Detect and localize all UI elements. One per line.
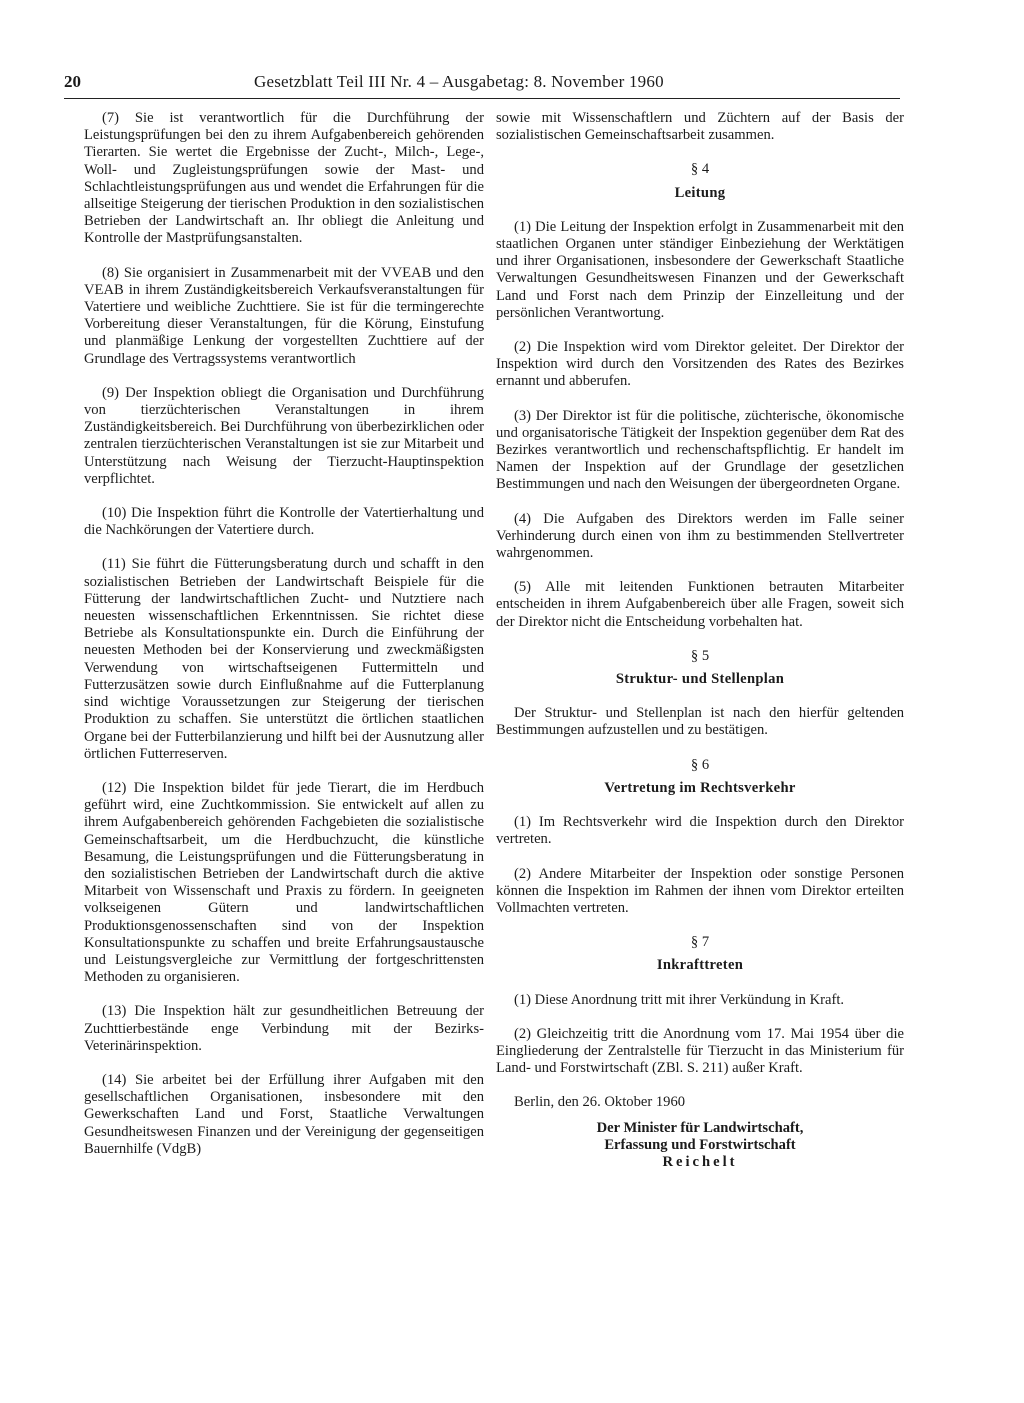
section-6-title: Vertretung im Rechtsverkehr — [604, 779, 796, 796]
section-7-number: § 7 — [690, 934, 710, 951]
section-6-paragraph-1: (1) Im Rechtsverkehr wird die Inspektion durch den Direktor vertreten. — [496, 814, 904, 848]
left-column — [84, 110, 484, 1175]
section-5-paragraph-1: Der Struktur- und Stellenplan ist nach den hierfür geltenden Bestimmungen aufzustellen und zu bestätigen. — [496, 705, 904, 739]
section-4-paragraph-3: (3) Der Direktor ist für die politische, züchterische, ökonomische und organisatorische Tätigkeit der Inspektion gegenüber dem Rat des Bezirkes verantwortlich und rechenschaftspflichtig. Er handelt im Namen der Inspektion auf der Grundlage der gesetzlichen Bestimmungen und nach den Weisungen der übergeordneten Organe. — [496, 407, 904, 493]
date-line: Berlin, den 26. Oktober 1960 — [514, 1094, 686, 1111]
section-4-paragraph-4: (4) Die Aufgaben des Direktors werden im Falle seiner Verhinderung durch einen von ihm zu bestimmenden Stellvertreter wahrgenommen. — [496, 510, 904, 562]
section-7-paragraph-1: (1) Diese Anordnung tritt mit ihrer Verkündung in Kraft. — [514, 991, 845, 1008]
section-7-paragraph-2: (2) Gleichzeitig tritt die Anordnung vom 17. Mai 1954 über die Eingliederung der Zentralstelle für Tierzucht in das Ministerium für Land- und Forstwirtschaft (ZBl. S. 211) außer Kraft. — [496, 1025, 904, 1077]
paragraph-11: (11) Sie führt die Fütterungsberatung durch und schafft in den sozialistischen Betrieben der Landwirtschaft Beispiele für die Fütterung der landwirtschaftlichen Zucht- und Nutztiere nach neuesten wissenschaftlichen Erkenntnissen. Sie richtet diese Betriebe als Konsultationspunkte ein. Durch die Einführung der neuesten Methoden bei der Konservierung und zweckmäßigsten Verwendung von wirtschaftseigenen Futtermitteln und Futterzusätzen sowie durch Einflußnahme auf die Futterplanung sind wichtige Voraussetzungen zur Steigerung der tierischen Produktion zu schaffen. Sie unterstützt die örtlichen staatlichen Organe bei der Futterbilanzierung und hilft bei der Ausnutzung aller örtlichen Futterreserven. — [84, 556, 484, 762]
section-5-title: Struktur- und Stellenplan — [615, 671, 785, 688]
section-4-number: § 4 — [690, 161, 710, 178]
right-column — [496, 110, 904, 1171]
paragraph-continuation: sowie mit Wissenschaftlern und Züchtern auf der Basis der sozialistischen Gemeinschaftsarbeit zusammen. — [496, 110, 904, 144]
paragraph-9: (9) Der Inspektion obliegt die Organisation und Durchführung von tierzüchterischen Veranstaltungen in ihrem Zuständigkeitsbereich. Bei Durchführung von überbezirklichen oder zentralen tierzüchterischen Veranstaltungen ist sie zur Mitarbeit und Unterstützung nach Weisung der Tierzucht-Hauptinspektion verpflichtet. — [84, 384, 484, 487]
section-6-number: § 6 — [690, 756, 710, 773]
section-6-paragraph-2: (2) Andere Mitarbeiter der Inspektion oder sonstige Personen können die Inspektion im Rahmen der ihnen vom Direktor erteilten Vollmachten vertreten. — [496, 865, 904, 916]
paragraph-12: (12) Die Inspektion bildet für jede Tierart, die im Herdbuch geführt wird, eine Zuchtkommission. Sie entwickelt auf allen zu ihrem Aufgabenbereich gehörenden Fachgebieten die sozialistische Gemeinschaftsarbeit, um die Herdbuchzucht, die künstliche Besamung, die Leistungsprüfungen und die Fütterungsberatung in den sozialistischen Betrieben der Landwirtschaft durch die aktive Mitarbeit von Wissenschaft und Praxis zu fördern. In geeigneten volkseigenen Gütern und landwirtschaftlichen Produktionsgenossenschaften sind von der Inspektion Konsultationspunkte zu schaffen und breite Erfahrungsaustausche und Leistungsvergleiche zur Vermittlung der fortgeschrittensten Methoden zu organisieren. — [84, 779, 484, 986]
paragraph-8: (8) Sie organisiert in Zusammenarbeit mit der VVEAB und den VEAB in ihrem Zuständigkeitsbereich Verkaufsveranstaltungen für Vatertiere und weibliche Zuchttiere. Sie ist für die termingerechte Vorbereitung dieser Veranstaltungen, für die Körung, Einstufung und planmäßige Lenkung der vorgestellten Zuchttiere auf der Grundlage des Vertragssystems verantwortlich — [84, 264, 484, 367]
paragraph-7: (7) Sie ist verantwortlich für die Durchführung der Leistungsprüfungen bei den zu ihrem Aufgabenbereich gehörenden Tierarten. Sie wertet die Ergebnisse der Zucht-, Milch-, Lege-, Woll- und Zugleistungsprüfungen sowie der Mast- und Schlachtleistungsprüfungen aus und wendet die Erfahrungen für die allseitige Steigerung der tierischen Produktion in den sozialistischen Betrieben der Landwirtschaft an. Ihr obliegt die Anleitung und Kontrolle der Mastprüfungsanstalten. — [84, 110, 484, 247]
paragraph-14: (14) Sie arbeitet bei der Erfüllung ihrer Aufgaben mit den gesellschaftlichen Organisationen, insbesondere mit den Gewerkschaften Land und Forst, Staatliche Verwaltungen Gesundheitswesen Finanzen und der Vereinigung der gegenseitigen Bauernhilfe (VdgB) — [84, 1071, 484, 1157]
header-rule — [64, 98, 900, 99]
section-7-title: Inkrafttreten — [656, 957, 744, 974]
paragraph-10: (10) Die Inspektion führt die Kontrolle der Vatertierhaltung und die Nachkörungen der Vatertiere durch. — [84, 505, 484, 539]
section-5-number: § 5 — [690, 647, 710, 664]
gazette-header-title: Gesetzblatt Teil III Nr. 4 – Ausgabetag: 8. November 1960 — [254, 72, 664, 91]
page-number: 20 — [64, 72, 81, 91]
section-4-paragraph-2: (2) Die Inspektion wird vom Direktor geleitet. Der Direktor der Inspektion wird durch den Vorsitzenden des Rates des Bezirkes ernannt und abberufen. — [496, 339, 904, 390]
section-4-paragraph-5: (5) Alle mit leitenden Funktionen betrauten Mitarbeiter entscheiden in ihrem Aufgabenbereich über alle Fragen, soweit sich der Direktor nicht die Entscheidung vorbehalten hat. — [496, 579, 904, 630]
section-4-title: Leitung — [674, 184, 726, 201]
section-4-paragraph-1: (1) Die Leitung der Inspektion erfolgt in Zusammenarbeit mit den staatlichen Organen unter ständiger Einbeziehung der Werktätigen und ihrer Organisationen, insbesondere der Gewerkschaft Staatliche Verwaltungen Gesundheitswesen Finanzen und der Gewerkschaft Land und Forst nach dem Prinzip der Einzelleitung und der persönlichen Verantwortung. — [496, 218, 904, 321]
signature-title-line-2: Erfassung und Forstwirtschaft — [604, 1136, 796, 1153]
signature-title-line-1: Der Minister für Landwirtschaft, — [596, 1119, 804, 1136]
signature-name: Reichelt — [662, 1153, 738, 1170]
paragraph-13: (13) Die Inspektion hält zur gesundheitlichen Betreuung der Zuchttierbestände enge Verbindung mit der Bezirks-Veterinärinspektion. — [84, 1003, 484, 1054]
